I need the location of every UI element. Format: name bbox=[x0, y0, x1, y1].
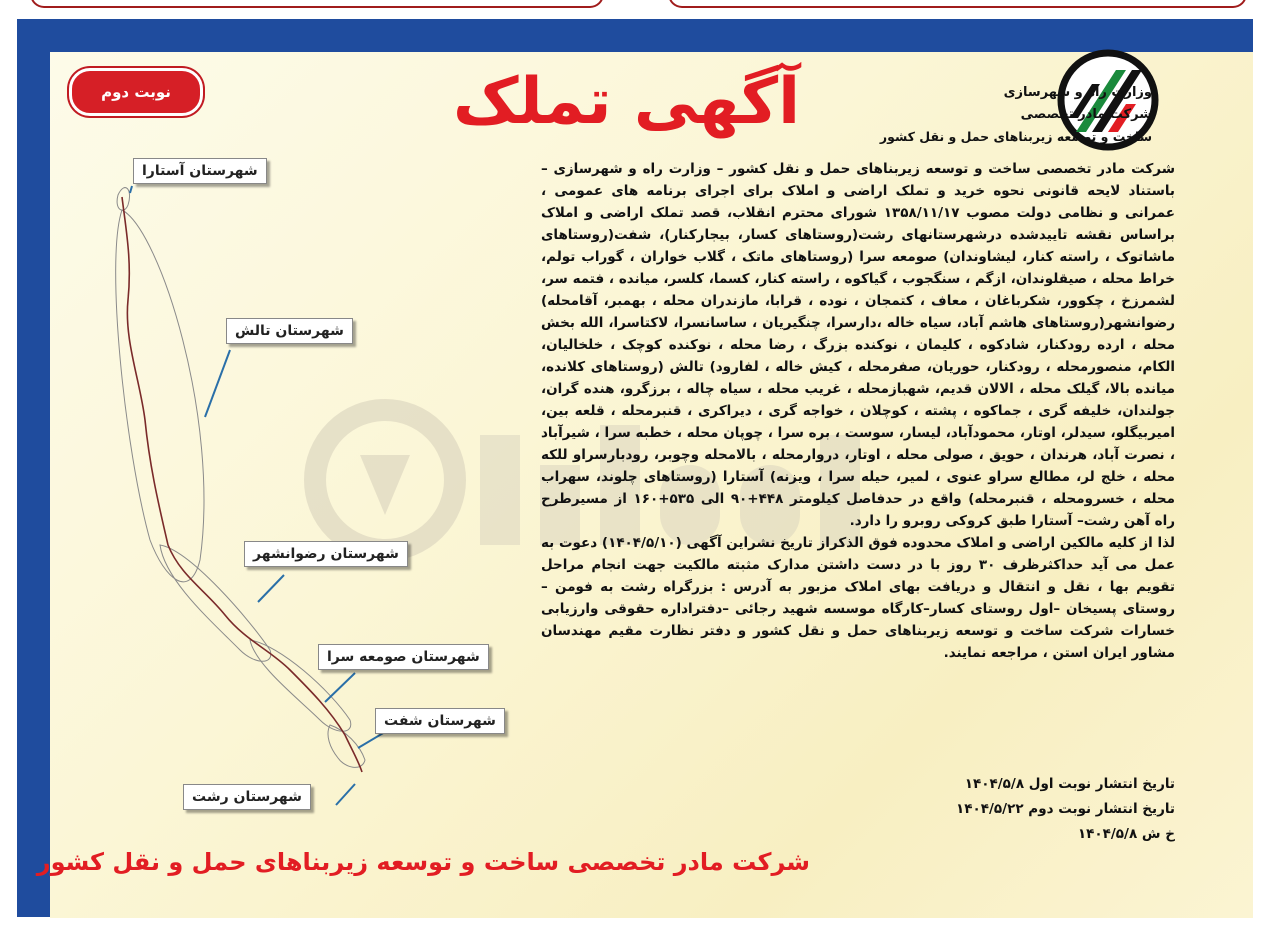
company-name-line2: ساخت و توسعه زیربناهای حمل و نقل کشور bbox=[879, 129, 1152, 144]
top-decoration-right bbox=[668, 0, 1247, 8]
ad-title: آگهی تملک bbox=[452, 65, 800, 139]
footer-company-name: شرکت مادر تخصصی ساخت و توسعه زیربناهای حمل و نقل کشور bbox=[36, 848, 810, 876]
first-publication-date: تاریخ انتشار نوبت اول ۱۴۰۴/۵/۸ bbox=[964, 776, 1175, 792]
second-publication-date: تاریخ انتشار نوبت دوم ۱۴۰۴/۵/۲۲ bbox=[956, 801, 1175, 817]
reference-code: خ ش ۱۴۰۴/۵/۸ bbox=[1077, 826, 1175, 842]
label-astara: شهرستان آستارا bbox=[133, 158, 267, 184]
publication-badge: نوبت دوم bbox=[69, 68, 203, 116]
label-shaft: شهرستان شفت bbox=[375, 708, 505, 734]
ministry-name: وزارت راه و شهرسازی bbox=[1003, 85, 1152, 100]
label-someh-sara: شهرستان صومعه سرا bbox=[318, 644, 489, 670]
body-paragraph-2: لذا از کلیه مالکین اراضی و املاک محدوده فوق الذکراز تاریخ نشراین آگهی (۱۴۰۴/۵/۱۰) دعوت به عمل می آید حداکثرظرف ۳۰ روز با در دست داشتن مدارک مثبته مالکیت جهت انجام مراحل تقویم بها ، نقل و انتقال و دریافت بهای املاک مزبور به آدرس : بزرگراه رشت به فومن –روستای پسیخان –اول روستای کسار–کارگاه موسسه شهید رجائی –دفتراداره حقوقی وارزیابی خسارات شرکت ساخت و توسعه زیربناهای حمل و نقل کشور و دفتر نظارت مقیم مهندسان مشاور ایران استن ، مراجعه نمایند. bbox=[541, 535, 1175, 661]
label-rezvanshahr: شهرستان رضوانشهر bbox=[244, 541, 408, 567]
organization-name bbox=[822, 82, 1152, 148]
label-rasht: شهرستان رشت bbox=[183, 784, 311, 810]
ad-body bbox=[541, 158, 1175, 664]
company-name-line1: شرکت مادر تخصصی bbox=[1020, 107, 1152, 122]
top-decoration-left bbox=[30, 0, 604, 8]
body-paragraph-1: شرکت مادر تخصصی ساخت و توسعه زیربناهای حمل و نقل کشور – وزارت راه و شهرسازی – باستناد لایحه قانونی نحوه خرید و تملک اراضی و املاک برای اجرای برنامه های عمومی ، عمرانی و نظامی دولت مصوب ۱۳۵۸/۱۱/۱۷ شورای محترم انقلاب، قصد تملک اراضی و املاک براساس نقشه تاییدشده درشهرستانهای رشت(روستاهای کسار، بیجارکنار)، شفت(روستاهای ماشاتوک ، راسته کنار، لیشاوندان) صومعه سرا (روستاهای ماتک ، گلاب خواران ، گوراب تولم، خراط محله ، صیقلوندان، ازگم ، سنگجوب ، گیاکوه ، راسته کنار، کسما، کلسر، میانده ، فتمه سر، لشمرزخ ، چکوور، شکرباغان ، معاف ، کتمجان ، نوده ، قرابا، مازندران محله ، بهمبر، آقامحله) رضوانشهر(روستاهای هاشم آباد، سیاه خاله ،دارسرا، چنگیریان ، ساسانسرا، لاکتاسرا، الله بخش محله ، ارده رودکنار، شادکوه ، کلیمان ، نوکنده بزرگ ، رضا محله ، نوکنده کوچک ، خلخالیان، الکام، منصورمحله ، رودکنار، حوریان، صفرمحله ، کیش خاله ، لفارود) تالش (روستاهای کلانده، میانده بالا، گیلک محله ، الالان قدیم، شهبازمحله ، غریب محله ، سیاه چاله ، برزگرو، هنده گران، جولندان، خلیفه گری ، جماکوه ، پشته ، کوچلان ، خواجه گری ، دیراکری ، قنبرمحله ، قلعه بین، امیربیگلو، سیدلر، اوتار، محمودآباد، لیسار، سوست ، بره سرا ، چوپان محله ، خطبه سرا ، شیرآباد ، نصرت آباد، هرندان ، حویق ، صولی محله ، اوتار، دروارمحله ، بالامحله وچوبر، رودبارسراو للکه محله ، خلج لر، مطالع سراو عنوی ، لمیر، حیله سرا ، ویزنه) آستارا (روستاهای چلوند، سهراب محله ، خسرومحله ، قنبرمحله) واقع در حدفاصل کیلومتر ۴۴۸+۹۰ الی ۵۳۵+۱۶۰ از مسیرطرح راه آهن رشت– آستارا طبق کروکی روبرو را دارد. bbox=[541, 161, 1176, 529]
publication-dates bbox=[700, 772, 1175, 847]
label-talesh: شهرستان تالش bbox=[226, 318, 353, 344]
